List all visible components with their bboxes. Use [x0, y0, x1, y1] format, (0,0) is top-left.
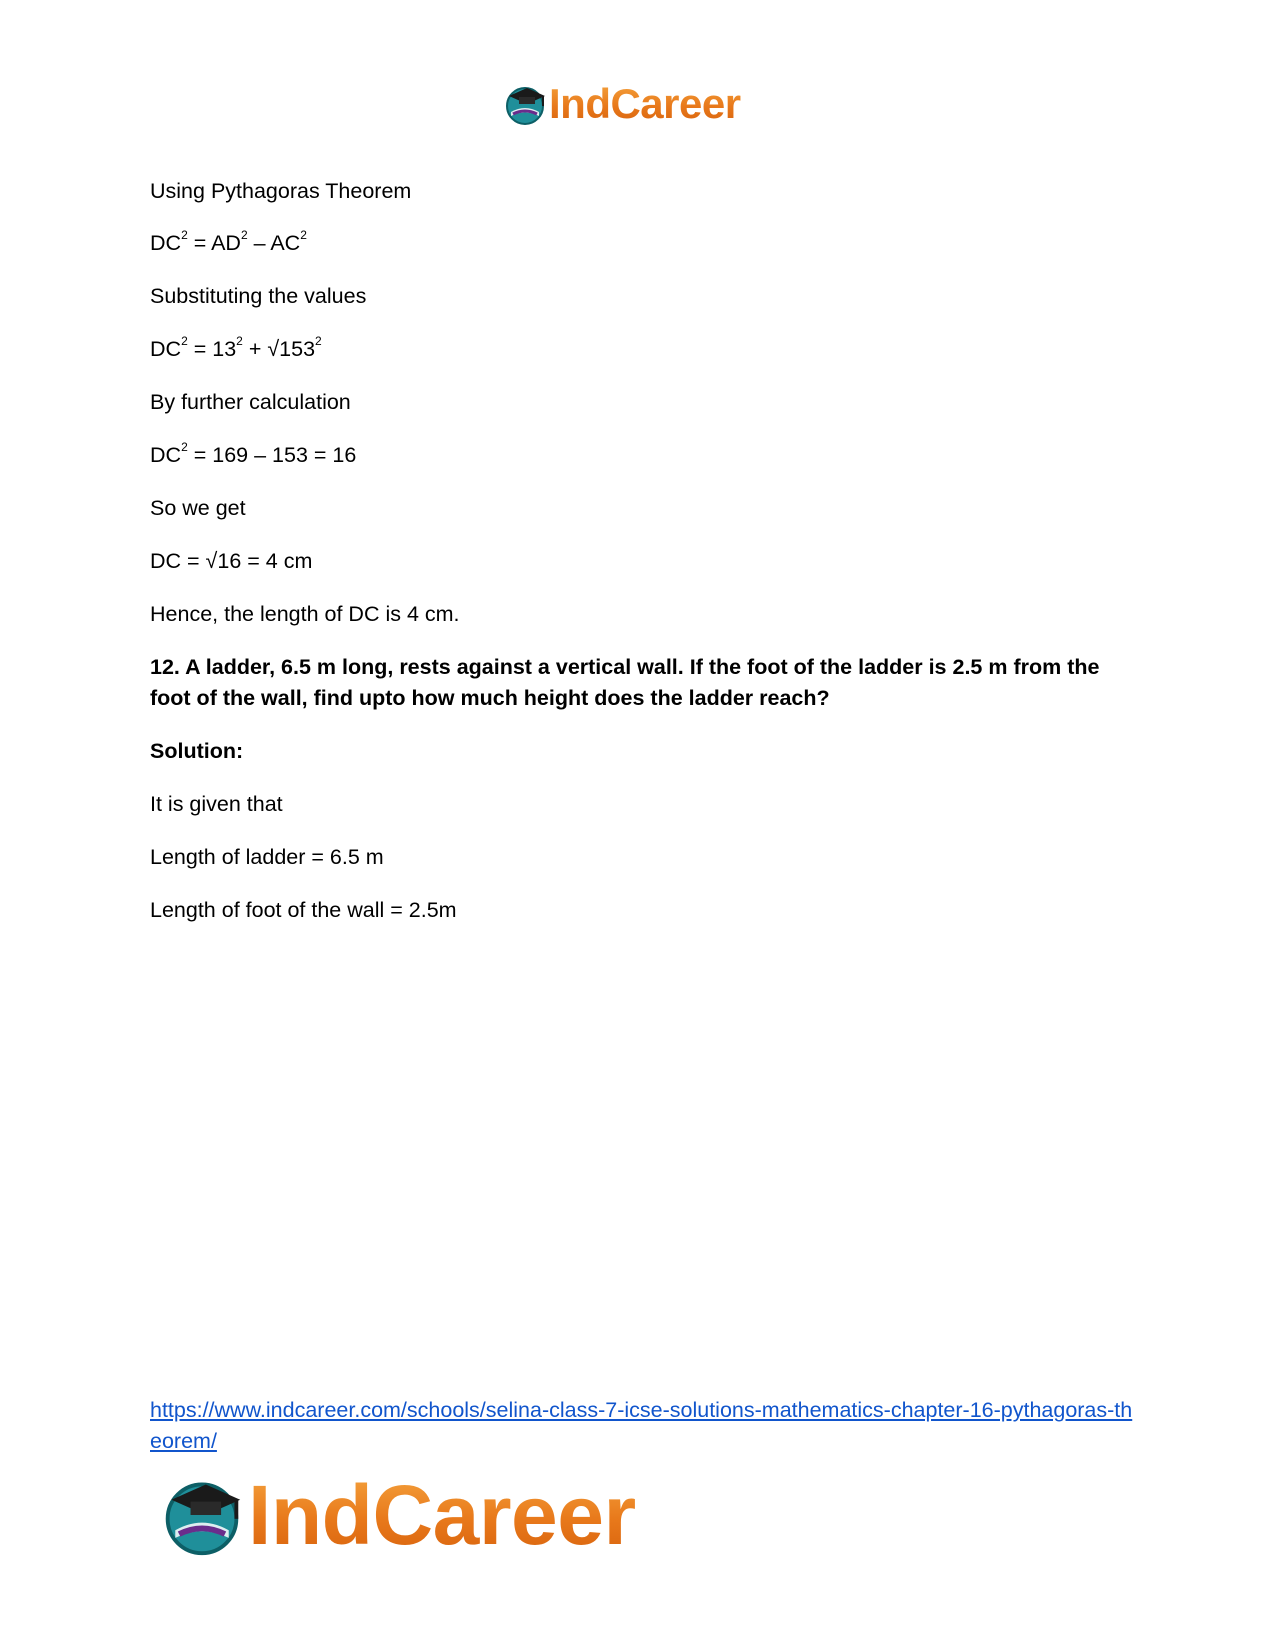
- text-line: It is given that: [150, 792, 283, 816]
- footer-logo-text: IndCareer: [248, 1468, 636, 1562]
- source-link[interactable]: https://www.indcareer.com/schools/selina-class-7-icse-solutions-mathematics-chapter-16-pythagoras-theorem/: [150, 1398, 1133, 1453]
- solution-heading: Solution:: [150, 739, 244, 763]
- question-12: 12. A ladder, 6.5 m long, rests against a vertical wall. If the foot of the ladder is 2.5 m from the foot of the wall, find upto how much height does the ladder reach?: [150, 655, 1100, 710]
- footer-logo: [160, 1470, 636, 1560]
- equation-line: DC = √16 = 4 cm: [150, 549, 313, 573]
- text-line: By further calculation: [150, 390, 351, 414]
- text-line: So we get: [150, 496, 246, 520]
- equation-line: $DC^2 = 169 - 153 = 16$: [150, 439, 357, 467]
- text-line: Length of ladder = 6.5 m: [150, 845, 384, 869]
- header-logo: [503, 80, 741, 128]
- graduation-cap-globe-icon: [503, 82, 547, 126]
- equation-line: $DC^2 = 13^2 + √153^2$: [150, 333, 322, 361]
- graduation-cap-globe-icon: [160, 1473, 244, 1557]
- text-line: Using Pythagoras Theorem: [150, 179, 412, 203]
- equation-line: $DC^2 = AD^2 - AC^2$: [150, 227, 307, 255]
- header-logo-text: IndCareer: [549, 80, 741, 127]
- text-line: Hence, the length of DC is 4 cm.: [150, 602, 460, 626]
- text-line: Substituting the values: [150, 284, 367, 308]
- text-line: Length of foot of the wall = 2.5m: [150, 898, 457, 922]
